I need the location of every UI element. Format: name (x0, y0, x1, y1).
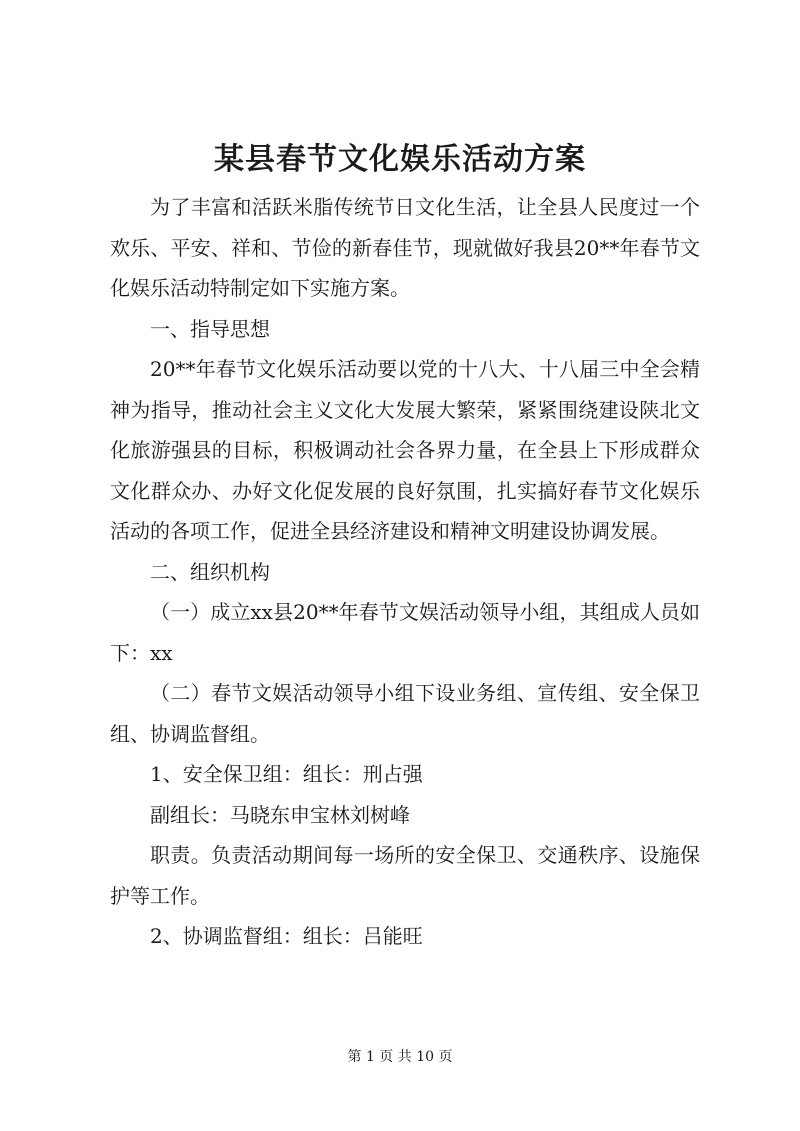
paragraph-subgroups: （二）春节文娱活动领导小组下设业务组、宣传组、安全保卫组、协调监督组。 (110, 681, 700, 746)
document-title: 某县春节文化娱乐活动方案 (214, 142, 586, 177)
paragraph-security-group-deputies: 副组长：马晓东申宝林刘树峰 (150, 802, 410, 827)
section-heading-guiding-ideology: 一、指导思想 (150, 316, 270, 341)
paragraph-security-group-duties: 职责。负责活动期间每一场所的安全保卫、交通秩序、设施保护等工作。 (110, 843, 700, 908)
paragraph-coordination-group-leader: 2、协调监督组：组长：吕能旺 (150, 924, 423, 948)
paragraph-intro: 为了丰富和活跃米脂传统节日文化生活，让全县人民度过一个欢乐、平安、祥和、节俭的新春佳节，现就做好我县20**年春节文化娱乐活动特制定如下实施方案。 (110, 195, 700, 300)
document-body (110, 187, 700, 957)
paragraph-leading-group: （一）成立xx县20**年春节文娱活动领导小组，其组成人员如下：xx (110, 600, 700, 665)
paragraph-security-group-leader: 1、安全保卫组：组长：刑占强 (150, 762, 423, 786)
paragraph-guiding-ideology: 20**年春节文化娱乐活动要以党的十八大、十八届三中全会精神为指导，推动社会主义文化大发展大繁荣，紧紧围绕建设陕北文化旅游强县的目标，积极调动社会各界力量，在全县上下形成群众文化群众办、办好文化促发展的良好氛围，扎实搞好春节文化娱乐活动的各项工作，促进全县经济建设和精神文明建设协调发展。 (110, 357, 700, 543)
page-footer: 第 1 页 共 10 页 (347, 1049, 453, 1065)
section-heading-organization: 二、组织机构 (150, 559, 270, 584)
